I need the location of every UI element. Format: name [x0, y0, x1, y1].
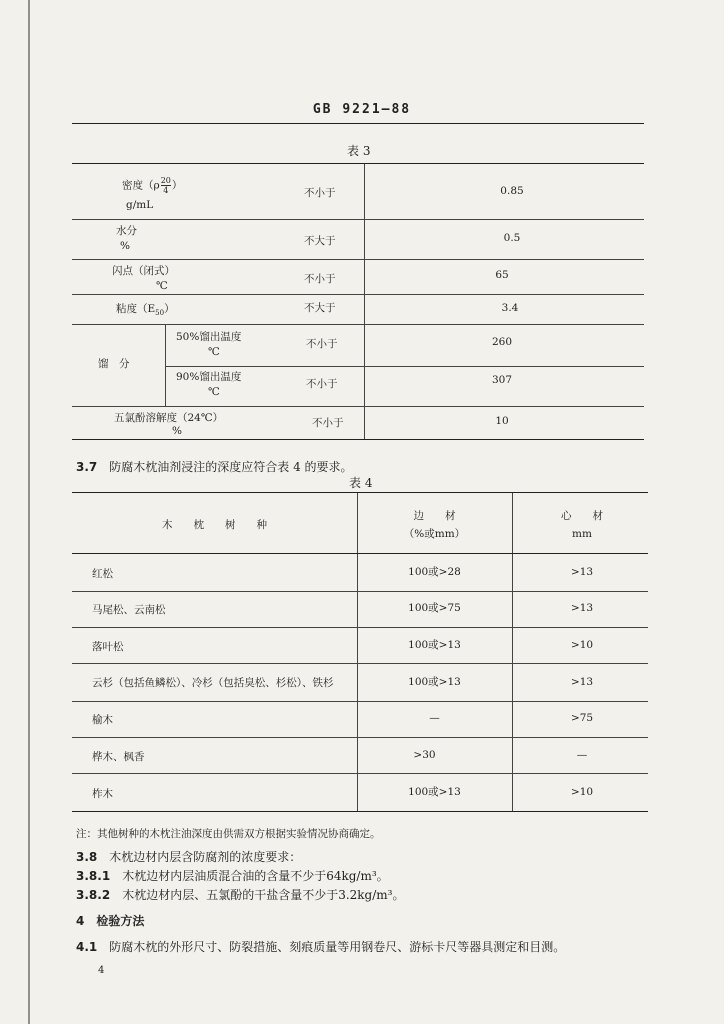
t3-condition: 不小于	[306, 338, 338, 350]
t3-value: 260	[491, 336, 513, 348]
t3-property-label: 密度（ρ $\frac{20}{4}$ ）	[122, 176, 183, 195]
t4-species: 马尾松、云南松	[92, 604, 166, 616]
t3-unit: ℃	[208, 346, 220, 358]
t3-property-label: 水分	[116, 225, 137, 237]
t3-unit: ℃	[156, 280, 168, 292]
t4-header-heartwood-unit: mm	[572, 528, 592, 540]
t3-value: 0.5	[503, 232, 521, 244]
t3-row-divider	[72, 259, 644, 260]
t4-row-divider	[72, 663, 648, 664]
t3-value: 3.4	[501, 302, 519, 314]
t3-condition: 不小于	[306, 378, 338, 390]
t3-row-divider	[72, 294, 644, 295]
t3-row-divider	[165, 366, 644, 367]
t4-sapwood: —	[429, 712, 440, 724]
section-4-heading: 4 检验方法	[76, 914, 145, 928]
t4-species: 柞木	[92, 788, 113, 800]
t3-value: 0.85	[500, 185, 524, 197]
t3-condition: 不小于	[312, 417, 344, 429]
t3-vline-group	[165, 324, 166, 406]
t3-unit: %	[172, 425, 182, 437]
t3-condition: 不小于	[304, 273, 336, 285]
t4-heartwood: >13	[570, 566, 594, 578]
t4-species: 红松	[92, 568, 113, 580]
t3-value: 307	[491, 374, 513, 386]
t3-row-divider	[72, 324, 644, 325]
t3-value: 65	[495, 269, 509, 281]
t4-sapwood: 100或>13	[408, 676, 461, 688]
t4-heartwood: >10	[570, 786, 594, 798]
table4-note: 注：其他树种的木枕注油深度由供需双方根据实验情况协商确定。	[76, 828, 381, 840]
table4-caption: 表 4	[349, 476, 373, 490]
t4-heartwood: >10	[570, 639, 594, 651]
t4-species: 榆木	[92, 714, 113, 726]
t4-sapwood: 100或>13	[408, 639, 461, 651]
t4-sapwood: 100或>13	[408, 786, 461, 798]
section-3-8-2: 3.8.2 木枕边材内层、五氯酚的干盐含量不少于3.2kg/m³。	[76, 888, 405, 902]
t3-property-label: 粘度$(E_{50})$	[116, 303, 175, 318]
t3-group-label: 馏 分	[98, 358, 130, 370]
section-3-7: 3.7 防腐木枕油剂浸注的深度应符合表 4 的要求。	[76, 460, 353, 474]
t3-property-label: 90%馏出温度	[176, 371, 242, 383]
t4-heartwood: >13	[570, 602, 594, 614]
t3-condition: 不大于	[304, 302, 336, 314]
t4-header-heartwood: 心 材	[561, 510, 603, 522]
section-3-8: 3.8 木枕边材内层含防腐剂的浓度要求：	[76, 850, 302, 864]
t4-species: 落叶松	[92, 641, 124, 653]
t3-vline-value	[364, 164, 365, 439]
t3-unit: ℃	[208, 386, 220, 398]
t3-value: 10	[495, 415, 509, 427]
t4-vline	[512, 493, 513, 811]
t3-property-label: 五氯酚溶解度（24℃）	[114, 412, 224, 424]
t4-heartwood: >13	[570, 676, 594, 688]
t4-row-divider	[72, 591, 648, 592]
t4-species: 桦木、枫香	[92, 751, 145, 763]
table4	[72, 492, 648, 812]
scan-edge-line	[28, 0, 30, 1024]
t4-header-sapwood: 边 材	[413, 510, 456, 522]
standard-code-header: GB 9221—88	[312, 102, 412, 117]
t4-header-species: 木 枕 树 种	[162, 519, 267, 531]
t3-property-label: 闪点（闭式）	[112, 265, 175, 277]
t4-vline	[357, 493, 358, 811]
t3-unit: g/mL	[126, 199, 154, 211]
t4-heartwood: —	[576, 749, 588, 761]
t3-unit: %	[120, 240, 130, 252]
t4-species: 云杉（包括鱼鳞松）、冷杉（包括臭松、杉松）、铁杉	[92, 677, 334, 689]
t4-sapwood: >30	[413, 749, 436, 761]
header-rule	[72, 123, 644, 124]
t4-row-divider	[72, 627, 648, 628]
t4-row-divider	[72, 701, 648, 702]
t3-property-label: 50%馏出温度	[176, 331, 242, 343]
t4-header-divider	[72, 553, 648, 554]
table3-caption: 表 3	[347, 144, 371, 158]
section-3-8-1: 3.8.1 木枕边材内层油质混合油的含量不少于64kg/m³。	[76, 869, 389, 883]
table3	[72, 163, 644, 440]
page-number: 4	[98, 965, 105, 976]
t3-row-divider	[72, 406, 644, 407]
t3-condition: 不小于	[304, 187, 336, 199]
t4-heartwood: >75	[570, 712, 594, 724]
t4-row-divider	[72, 773, 648, 774]
t4-sapwood: 100或>75	[408, 602, 461, 614]
t4-header-sapwood-unit: （%或mm）	[403, 528, 466, 540]
t4-row-divider	[72, 737, 648, 738]
t3-condition: 不大于	[304, 235, 336, 247]
section-4-1: 4.1 防腐木枕的外形尺寸、防裂措施、刻痕质量等用钢卷尺、游标卡尺等器具测定和目测。	[76, 940, 566, 954]
t4-sapwood: 100或>28	[408, 566, 461, 578]
t3-row-divider	[72, 219, 644, 220]
